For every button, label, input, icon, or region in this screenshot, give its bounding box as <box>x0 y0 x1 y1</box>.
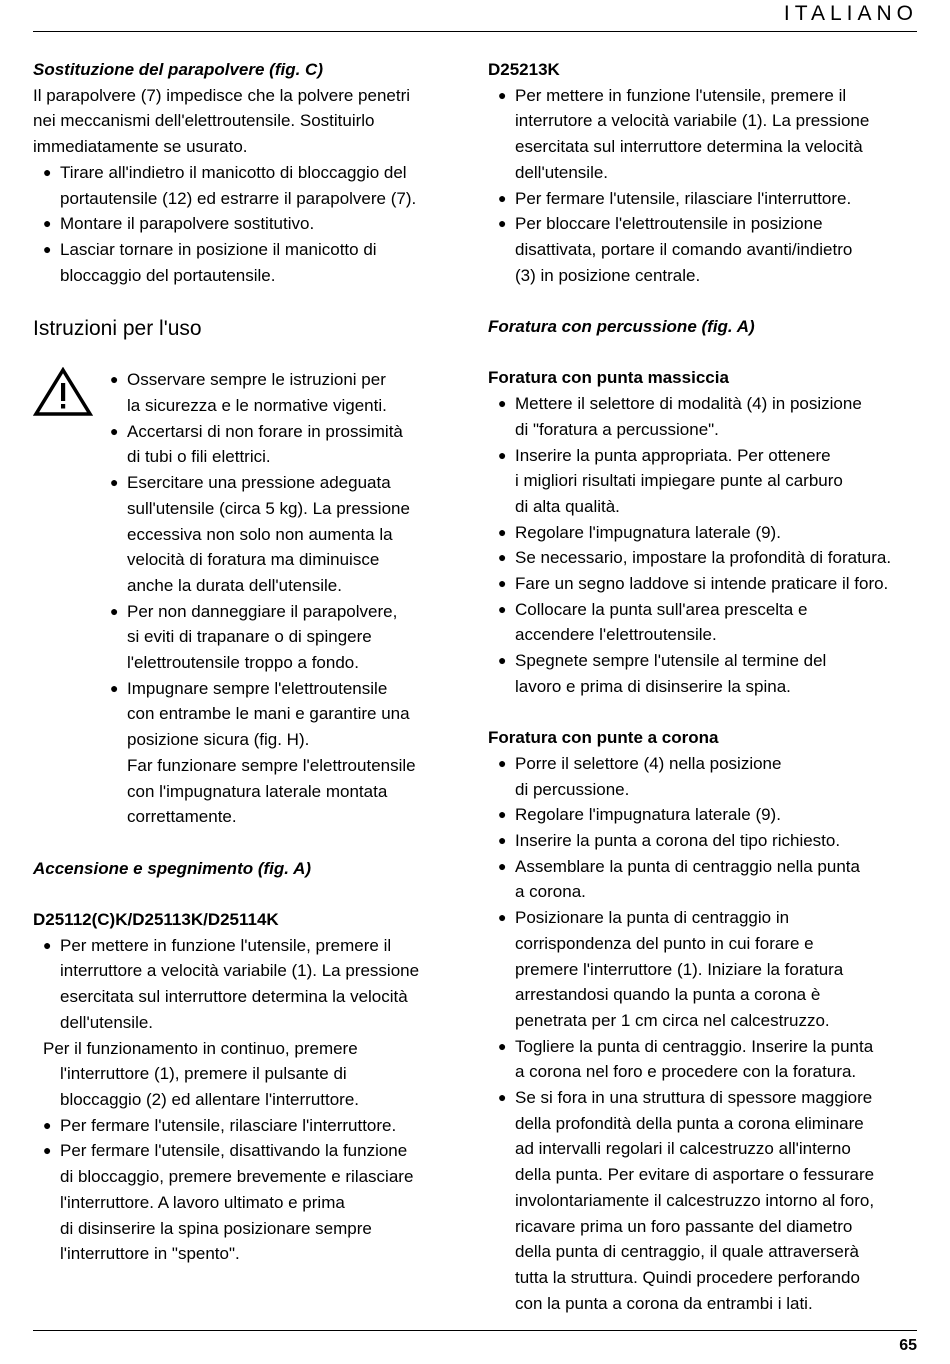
text-line: ● Accertarsi di non forare in prossimità <box>127 421 403 441</box>
text-line: anche la durata dell'utensile. <box>127 575 342 595</box>
list-item <box>488 211 918 288</box>
text-line: della punta. Per evitare di asportare o fessurare <box>515 1165 875 1185</box>
text-line: l'interruttore (1), premere il pulsante di <box>60 1064 347 1084</box>
warning-triangle-icon <box>33 367 93 417</box>
text-line: involontariamente il calcestruzzo intorno al foro, <box>515 1190 875 1210</box>
text-line: ● Spegnete sempre l'utensile al termine del <box>515 651 827 671</box>
list-item <box>100 367 463 418</box>
text-line: nei meccanismi dell'elettroutensile. Sostituirlo <box>33 111 375 131</box>
page-number: 65 <box>899 1337 917 1354</box>
text-line: con entrambe le mani e garantire una <box>127 704 410 724</box>
section-title-sostituzione: Sostituzione del parapolvere (fig. C) <box>33 60 323 79</box>
text-line: a corona nel foro e procedere con la foratura. <box>515 1062 857 1082</box>
text-line: si eviti di trapanare o di spingere <box>127 627 372 647</box>
text-line: ● Assemblare la punta di centraggio nella punta <box>515 856 860 876</box>
text-line: ● Per mettere in funzione l'utensile, premere il <box>515 85 847 105</box>
list-item <box>488 828 918 854</box>
text-line: tutta la struttura. Quindi procedere perforando <box>515 1268 860 1287</box>
text-line: ● Tirare all'indietro il manicotto di bloccaggio del <box>60 162 407 182</box>
list-item <box>33 1138 463 1267</box>
right-column <box>488 57 918 1316</box>
text-line: ● Esercitare una pressione adeguata <box>127 473 391 493</box>
massiccia-list <box>488 391 918 699</box>
text-line: di bloccaggio, premere brevemente e rilasciare <box>60 1167 414 1187</box>
text-line: l'interruttore. A lavoro ultimato e prima <box>60 1192 345 1212</box>
text-line: con la punta a corona da entrambi i lati. <box>515 1293 813 1313</box>
list-item <box>100 676 463 830</box>
text-line: ● Inserire la punta appropriata. Per ottenere <box>515 445 831 465</box>
left-column <box>33 57 463 1267</box>
text-line: ● Se si fora in una struttura di spessore maggiore <box>515 1088 873 1108</box>
text-line: (3) in posizione centrale. <box>515 265 701 285</box>
section-title-accensione: Accensione e spegnimento (fig. A) <box>33 858 312 878</box>
text-line: ● Mettere il selettore di modalità (4) in posizione <box>515 394 862 414</box>
text-line: ● Se necessario, impostare la profondità di foratura. <box>515 548 892 568</box>
language-header: ITALIANO <box>783 2 918 25</box>
text-line: di tubi o fili elettrici. <box>127 447 271 467</box>
list-item <box>488 83 918 186</box>
text-line: l'interruttore in "spento". <box>60 1244 240 1264</box>
text-line: ● Fare un segno laddove si intende praticare il foro. <box>515 574 889 594</box>
text-line: ● Collocare la punta sull'area prescelta e <box>515 599 808 619</box>
list-item <box>488 854 918 905</box>
text-line: ● Per mettere in funzione l'utensile, premere il <box>60 935 392 955</box>
text-line: della profondità della punta a corona eliminare <box>515 1113 864 1133</box>
text-line: di disinserire la spina posizionare sempre <box>60 1218 372 1238</box>
list-item <box>488 751 918 802</box>
list-item <box>488 186 918 212</box>
list-item <box>33 1113 463 1139</box>
text-line: velocità di foratura ma diminuisce <box>127 550 380 570</box>
text-line: disattivata, portare il comando avanti/indietro <box>515 239 853 259</box>
text-line: posizione sicura (fig. H). <box>127 730 310 750</box>
list-item <box>488 571 918 597</box>
corona-list <box>488 751 918 1316</box>
text-line: l'elettroutensile troppo a fondo. <box>127 653 359 673</box>
text-line: dell'utensile. <box>60 1012 154 1032</box>
text-line: esercitata sul interruttore determina la velocità <box>60 987 408 1007</box>
list-item <box>33 211 463 237</box>
accensione-list <box>33 933 463 1267</box>
text-line: ● Per fermare l'utensile, rilasciare l'interruttore. <box>515 188 852 208</box>
list-item <box>488 391 918 442</box>
text-line: bloccaggio del portautensile. <box>60 265 276 285</box>
d25213k-list <box>488 83 918 289</box>
text-line: eccessiva non solo non aumenta la <box>127 524 393 544</box>
list-item <box>100 419 463 470</box>
list-item <box>100 599 463 676</box>
warning-block <box>33 367 463 830</box>
list-item <box>33 1036 463 1113</box>
text-line: i migliori risultati impiegare punte al carburo <box>515 471 843 491</box>
list-item <box>488 1085 918 1316</box>
list-item <box>488 520 918 546</box>
text-line: con l'impugnatura laterale montata <box>127 781 388 801</box>
model-heading: D25112(C)K/D25113K/D25114K <box>33 910 279 930</box>
text-line: premere l'interruttore (1). Iniziare la foratura <box>515 959 844 979</box>
list-item <box>488 648 918 699</box>
list-item <box>488 905 918 1034</box>
text-line: correttamente. <box>127 807 237 827</box>
list-item <box>488 443 918 520</box>
text-line: Per il funzionamento in continuo, premere <box>43 1038 358 1058</box>
sostituzione-list <box>33 160 463 289</box>
text-line: lavoro e prima di disinserire la spina. <box>515 676 791 696</box>
list-item <box>33 237 463 288</box>
text-line: Far funzionare sempre l'elettroutensile <box>127 755 416 775</box>
list-item <box>488 1034 918 1085</box>
text-line: ● Inserire la punta a corona del tipo richiesto. <box>515 831 841 851</box>
text-line: ● Per non danneggiare il parapolvere, <box>127 601 398 621</box>
list-item <box>488 545 918 571</box>
subsection-title-massiccia: Foratura con punta massiccia <box>488 368 729 388</box>
text-line: sull'utensile (circa 5 kg). La pressione <box>127 498 410 518</box>
text-line: ricavare prima un foro passante del diametro <box>515 1216 853 1236</box>
text-line: bloccaggio (2) ed allentare l'interruttore. <box>60 1089 360 1109</box>
text-line: ● Regolare l'impugnatura laterale (9). <box>515 805 781 825</box>
text-line: la sicurezza e le normative vigenti. <box>127 396 387 416</box>
text-line: ● Lasciar tornare in posizione il manicotto di <box>60 239 377 259</box>
text-line: ● Posizionare la punta di centraggio in <box>515 908 790 928</box>
text-line: interrutore a velocità variabile (1). La pressione <box>515 111 870 131</box>
text-line: corrispondenza del punto in cui forare e <box>515 933 814 953</box>
text-line: ● Per fermare l'utensile, disattivando la funzione <box>60 1141 408 1161</box>
text-line: interruttore a velocità variabile (1). La pressione <box>60 961 420 981</box>
section-title-percussione: Foratura con percussione (fig. A) <box>488 317 755 337</box>
text-line: dell'utensile. <box>515 162 609 182</box>
text-line: accendere l'elettroutensile. <box>515 625 717 645</box>
text-line: Il parapolvere (7) impedisce che la polvere penetri <box>33 85 411 105</box>
text-line: di alta qualità. <box>515 496 620 516</box>
list-item <box>488 802 918 828</box>
text-line: ● Impugnare sempre l'elettroutensile <box>127 678 388 698</box>
text-line: a corona. <box>515 882 586 902</box>
model-heading: D25213K <box>488 60 560 79</box>
section-title-istruzioni: Istruzioni per l'uso <box>33 317 202 341</box>
text-line: esercitata sul interruttore determina la velocità <box>515 137 863 157</box>
text-line: ● Montare il parapolvere sostitutivo. <box>60 214 315 234</box>
subsection-title-corona: Foratura con punte a corona <box>488 728 719 748</box>
text-line: penetrata per 1 cm circa nel calcestruzzo. <box>515 1010 830 1030</box>
text-line: ad intervalli regolari il calcestruzzo all'interno <box>515 1139 851 1159</box>
text-line: immediatamente se usurato. <box>33 137 248 157</box>
sostituzione-intro <box>33 83 463 160</box>
header-rule <box>33 31 917 32</box>
footer-rule <box>33 1330 917 1331</box>
text-line: ● Regolare l'impugnatura laterale (9). <box>515 522 781 542</box>
text-line: arrestandosi quando la punta a corona è <box>515 985 821 1005</box>
text-line: della punta di centraggio, il quale attraverserà <box>515 1242 859 1262</box>
text-line: ● Porre il selettore (4) nella posizione <box>515 753 782 773</box>
list-item <box>100 470 463 599</box>
text-line: di "foratura a percussione". <box>515 419 719 439</box>
istruzioni-list <box>100 367 463 830</box>
list-item <box>488 597 918 648</box>
text-line: ● Osservare sempre le istruzioni per <box>127 370 386 390</box>
text-line: portautensile (12) ed estrarre il parapolvere (7). <box>60 188 417 208</box>
list-item <box>33 933 463 1036</box>
text-line: ● Per fermare l'utensile, rilasciare l'interruttore. <box>60 1115 397 1135</box>
text-line: ● Per bloccare l'elettroutensile in posizione <box>515 214 823 234</box>
text-line: ● Togliere la punta di centraggio. Inserire la punta <box>515 1036 874 1056</box>
text-line: di percussione. <box>515 779 630 799</box>
list-item <box>33 160 463 211</box>
